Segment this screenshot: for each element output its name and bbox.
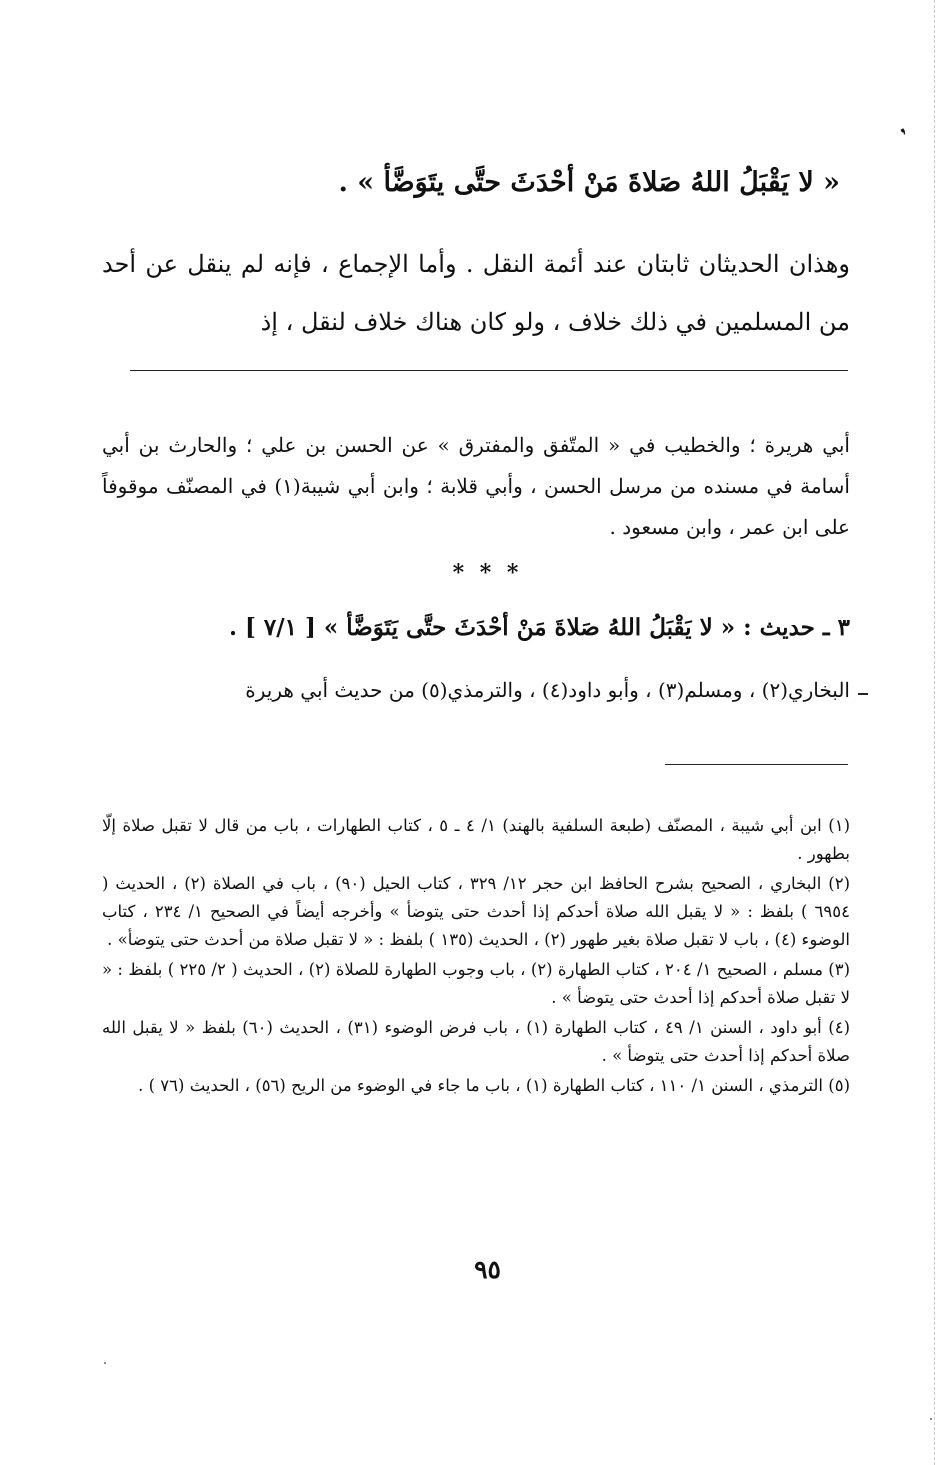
page-number: ٩٥ <box>474 1255 501 1284</box>
footnote-1: (١) ابن أبي شيبة ، المصنّف (طبعة السلفية بالهند) ١/ ٤ ـ ٥ ، كتاب الطهارات ، باب من قال لا تقبل صلاة إلّا بطهور . <box>102 816 850 863</box>
sources-line: البخاري(٢) ، ومسلم(٣) ، وأبو داود(٤) ، والترمذي(٥) من حديث أبي هريرة <box>245 678 850 702</box>
scan-speck <box>930 1418 932 1420</box>
footnote-3: (٣) مسلم ، الصحيح ١/ ٢٠٤ ، كتاب الطهارة (٢) ، باب وجوب الطهارة للصلاة (٢) ، الحديث ( ٢/ ٢٢٥ ) بلفظ : « لا تقبل صلاة أحدكم إذا أحدث حتى يتوضأ » . <box>102 960 851 1007</box>
scan-speck <box>104 1362 106 1364</box>
star-separator: * * * <box>452 560 523 586</box>
hadith-quote: « لا يَقْبَلُ اللهُ صَلاةَ مَنْ أحْدَثَ حتَّى يتَوَضَّأ » . <box>338 167 840 198</box>
section-divider <box>130 370 848 371</box>
margin-mark: ❜ <box>898 124 914 147</box>
footnote-divider <box>665 764 848 765</box>
footnote-5: (٥) الترمذي ، السنن ١/ ١١٠ ، كتاب الطهارة (١) ، باب ما جاء في الوضوء من الريح (٥٦) ، الحديث (٧٦ ) . <box>138 1076 850 1095</box>
footnote-4: (٤) أبو داود ، السنن ١/ ٤٩ ، كتاب الطهارة (١) ، باب فرض الوضوء (٣١) ، الحديث (٦٠) بلفظ « لا يقبل الله صلاة أحدكم إذا أحدث حتى يتوضأ » . <box>102 1018 850 1065</box>
hadith-section-heading: ٣ ـ حديث : « لا يَقْبَلُ اللهُ صَلاةَ مَنْ أحْدَثَ حتَّى يَتَوَضَّأ » [ ٧/١ ] . <box>228 614 850 641</box>
scan-margin-line <box>934 0 935 1465</box>
footnote-2: (٢) البخاري ، الصحيح بشرح الحافظ ابن حجر ١٢/ ٣٢٩ ، كتاب الحيل (٩٠) ، باب في الصلاة (٢) ، الحديث ( ٦٩٥٤ ) بلفظ : « لا يقبل الله صلاة أحدكم إذا أحدث حتى يتوضأ » وأخرجه أيضاً في الصحيح ١/ ٢٣٤ ، كتاب الوضوء (٤) ، باب لا تقبل صلاة بغير طهور (٢) ، الحديث (١٣٥ ) بلفظ : « لا تقبل صلاة من أحدث حتى يتوضأ» . <box>102 874 850 949</box>
body-paragraph: وهذان الحديثان ثابتان عند أئمة النقل . وأما الإجماع ، فإنه لم ينقل عن أحد من المسلمين في ذلك خلاف ، ولو كان هناك خلاف لنقل ، إذ <box>102 250 850 336</box>
margin-dash <box>858 693 868 695</box>
continuation-paragraph: أبي هريرة ؛ والخطيب في « المتّفق والمفترق » عن الحسن بن علي ؛ والحارث بن أبي أسامة في مسنده من مرسل الحسن ، وأبي قلابة ؛ وابن أبي شيبة(١) في المصنّف موقوفاً على ابن عمر ، وابن مسعود . <box>102 433 850 539</box>
footnotes <box>102 812 850 1102</box>
